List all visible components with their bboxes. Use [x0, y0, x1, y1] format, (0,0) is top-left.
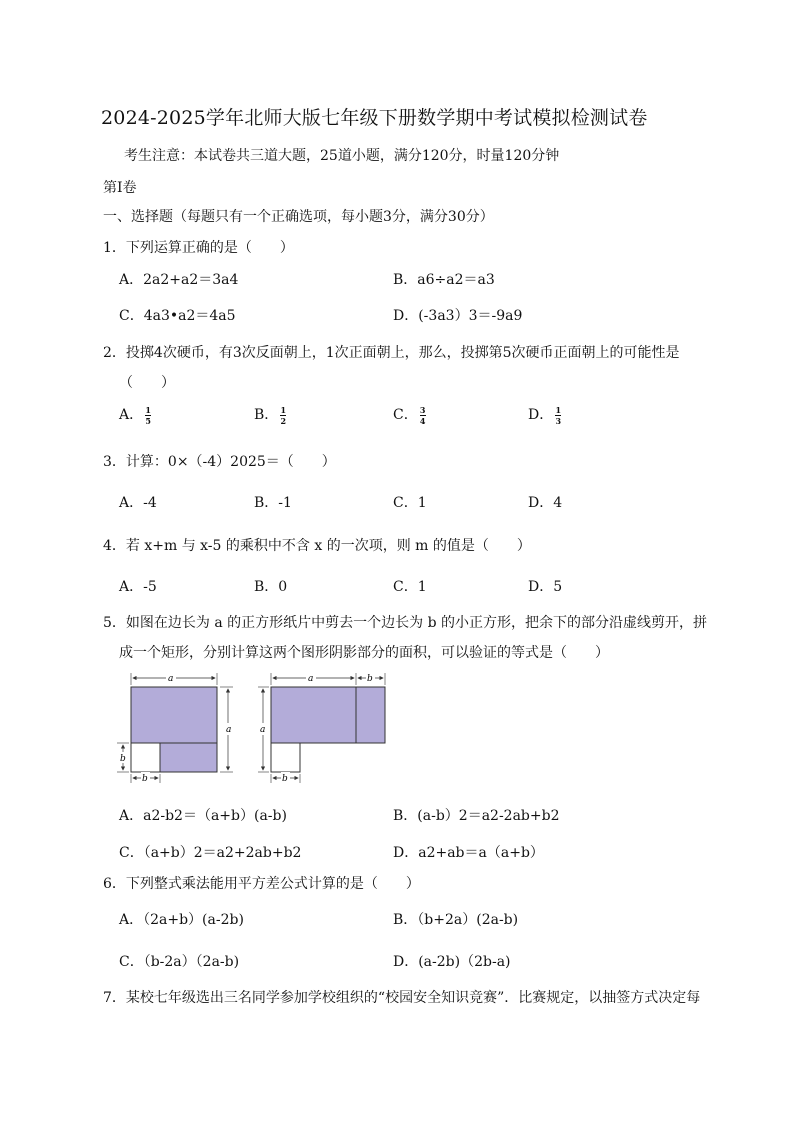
fraction: $\frac{1}{5}$ — [145, 404, 151, 426]
question-6-stem: 6．下列整式乘法能用平方差公式计算的是（ ） — [103, 876, 420, 892]
section-heading: 一、选择题（每题只有一个正确选项，每小题3分，满分30分） — [103, 209, 494, 225]
question-2-option-d: D． $\frac{1}{3}$ — [528, 404, 562, 426]
question-5-stem-line2: 成一个矩形，分别计算这两个图形阴影部分的面积，可以验证的等式是（ ） — [119, 645, 609, 661]
square-rectangle-figure — [113, 668, 403, 786]
question-5-option-b: B．(a-b）2＝a2-2ab+b2 — [393, 808, 560, 824]
question-4-option-b: B．0 — [254, 579, 288, 595]
fraction: $\frac{1}{2}$ — [280, 404, 287, 426]
fraction: $\frac{3}{4}$ — [419, 404, 426, 426]
question-4-stem: 4．若 x+m 与 x-5 的乘积中不含 x 的一次项，则 m 的值是（ ） — [103, 538, 531, 554]
question-6-option-b: B．（b+2a）(2a-b) — [393, 912, 519, 928]
question-3-option-d: D．4 — [528, 495, 563, 511]
question-3-option-b: B．-1 — [254, 495, 292, 511]
question-1-option-d: D．(-3a3）3＝-9a9 — [393, 308, 523, 324]
question-4-option-d: D．5 — [528, 579, 563, 595]
question-5-option-a: A．a2-b2＝（a+b）(a-b) — [119, 808, 287, 824]
question-6-option-a: A．（2a+b）(a-2b) — [119, 912, 244, 928]
label-b: b — [120, 754, 126, 764]
label-b: b — [142, 774, 148, 784]
question-2-option-a: A． $\frac{1}{5}$ — [119, 404, 151, 426]
left-figure — [117, 671, 233, 784]
fraction: $\frac{1}{3}$ — [555, 404, 562, 426]
exam-notice: 考生注意：本试卷共三道大题，25道小题，满分120分，时量120分钟 — [124, 148, 560, 164]
label-b: b — [367, 674, 373, 684]
label-b: b — [282, 774, 288, 784]
page-title: 2024-2025学年北师大版七年级下册数学期中考试模拟检测试卷 — [101, 107, 648, 129]
question-2-stem-paren: （ ） — [119, 375, 175, 391]
question-3-option-a: A．-4 — [119, 495, 157, 511]
question-4-option-a: A．-5 — [119, 579, 157, 595]
label-a: a — [260, 725, 266, 735]
question-6-option-d: D．(a-2b)（2b-a) — [393, 954, 511, 970]
question-1-option-c: C．4a3•a2＝4a5 — [119, 308, 236, 324]
label-a: a — [168, 674, 174, 684]
question-1-option-a: A．2a2+a2＝3a4 — [119, 272, 239, 288]
question-4-option-c: C．1 — [393, 579, 427, 595]
question-1-option-b: B．a6÷a2＝a3 — [393, 272, 495, 288]
question-3-option-c: C．1 — [393, 495, 427, 511]
question-3-stem: 3．计算：0×（-4）2025＝（ ） — [103, 454, 336, 470]
label-a: a — [226, 725, 232, 735]
question-2-option-b: B． $\frac{1}{2}$ — [254, 404, 287, 426]
volume-label: 第I卷 — [103, 180, 137, 196]
question-7-stem: 7．某校七年级选出三名同学参加学校组织的“校园安全知识竞赛”．比赛规定，以抽签方式决定每 — [103, 990, 701, 1006]
question-6-option-c: C．（b-2a）（2a-b) — [119, 954, 240, 970]
label-a: a — [308, 674, 314, 684]
question-2-stem: 2．投掷4次硬币，有3次反面朝上，1次正面朝上，那么，投掷第5次硬币正面朝上的可能性是 — [103, 345, 680, 361]
question-5-option-d: D．a2+ab＝a（a+b） — [393, 845, 544, 861]
question-1-stem: 1．下列运算正确的是（ ） — [103, 240, 294, 256]
question-5-option-c: C．（a+b）2＝a2+2ab+b2 — [119, 845, 302, 861]
right-figure — [258, 671, 385, 784]
question-5-stem: 5．如图在边长为 a 的正方形纸片中剪去一个边长为 b 的小正方形，把余下的部分沿虚线剪开，拼 — [103, 615, 708, 631]
question-2-option-c: C． $\frac{3}{4}$ — [393, 404, 426, 426]
